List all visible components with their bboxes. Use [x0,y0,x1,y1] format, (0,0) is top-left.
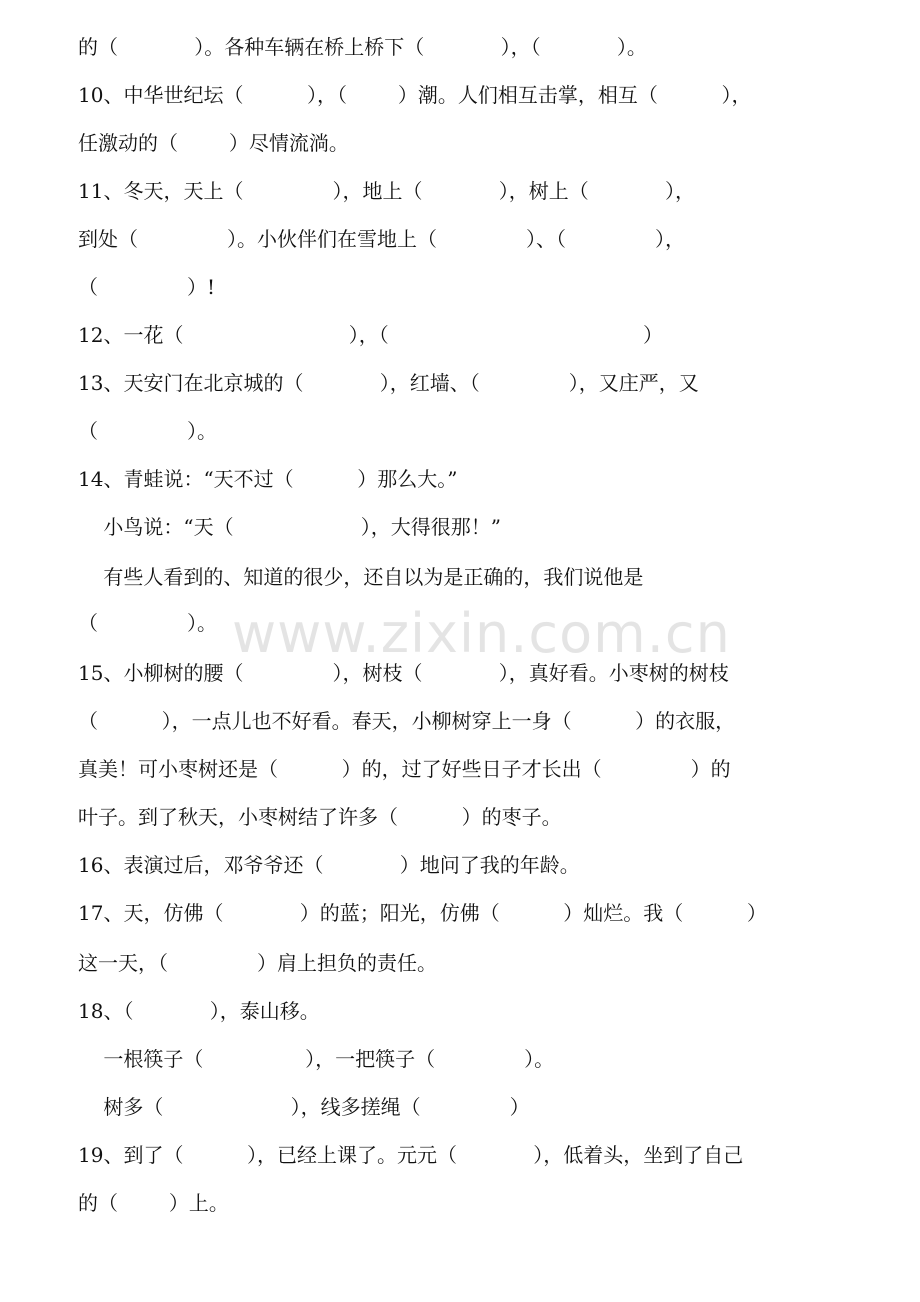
text-line-1: 的（ ）。各种车辆在桥上桥下（ ），（ ）。 [78,35,647,59]
text-line-20: 这一天，（ ）肩上担负的责任。 [78,951,438,975]
text-line-25: 的（ ）上。 [78,1191,229,1215]
site-watermark: www.zixin.com.cn [232,602,731,665]
text-line-2: 10、中华世纪坛（ ），（ ）潮。人们相互击掌，相互（ ）， [78,83,752,107]
text-line-3: 任激动的（ ）尽情流淌。 [78,131,349,155]
text-line-18: 16、表演过后，邓爷爷还（ ）地问了我的年龄。 [78,853,580,877]
text-line-22: 一根筷子（ ），一把筷子（ ）。 [78,1047,555,1071]
text-line-24: 19、到了（ ），已经上课了。元元（ ），低着头，坐到了自己 [78,1143,744,1167]
text-line-21: 18、（ ），泰山移。 [78,999,320,1023]
text-line-6: （ ）! [78,275,216,299]
text-line-11: 小鸟说：“天（ ），大得很那！” [78,515,502,539]
text-line-5: 到处（ ）。小伙伴们在雪地上（ ）、（ ）， [78,227,686,251]
text-line-4: 11、冬天，天上（ ），地上（ ），树上（ ）， [78,179,696,203]
text-line-9: （ ）。 [78,419,218,443]
text-line-7: 12、一花（ ），（ ） [78,323,664,347]
text-line-12: 有些人看到的、知道的很少，还自以为是正确的，我们说他是 [78,565,644,589]
text-line-10: 14、青蛙说：“天不过（ ）那么大。” [78,467,458,491]
text-line-19: 17、天，仿佛（ ）的蓝；阳光，仿佛（ ）灿烂。我（ ） [78,901,767,925]
text-line-13: （ ）。 [78,611,218,635]
text-line-15: （ ），一点儿也不好看。春天，小柳树穿上一身（ ）的衣服， [78,709,736,733]
text-line-16: 真美！可小枣树还是（ ）的，过了好些日子才长出（ ）的 [78,757,731,781]
text-line-14: 15、小柳树的腰（ ），树枝（ ），真好看。小枣树的树枝 [78,661,729,685]
text-line-23: 树多（ ），线多搓绳（ ） [78,1095,530,1119]
text-line-17: 叶子。到了秋天，小枣树结了许多（ ）的枣子。 [78,805,562,829]
text-line-8: 13、天安门在北京城的（ ），红墙、（ ），又庄严，又 [78,371,699,395]
